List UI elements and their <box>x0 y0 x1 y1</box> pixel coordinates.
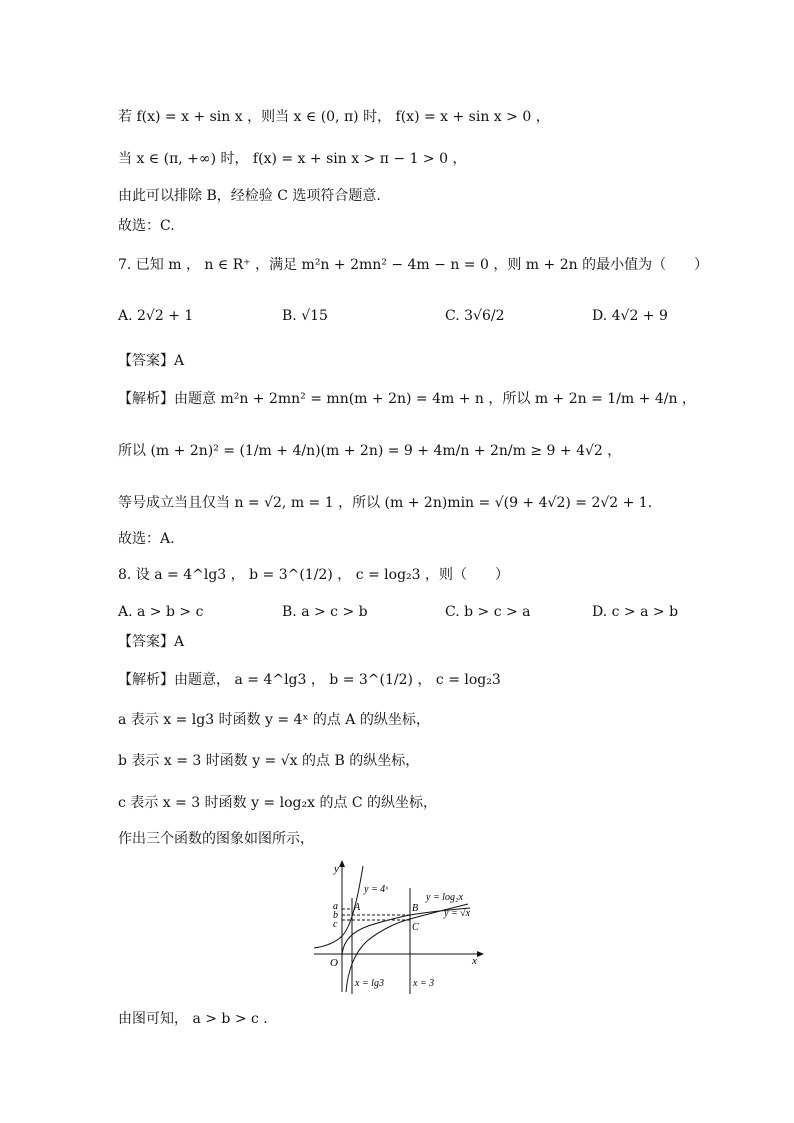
q7-option-a: A. 2√2 + 1 <box>118 308 194 324</box>
q8-option-a: A. a > b > c <box>118 604 204 620</box>
label-point-B: B <box>412 903 419 914</box>
x-axis-arrow <box>477 951 484 957</box>
label-y-axis: y <box>334 863 339 875</box>
text-line-2: 当 x ∈ (π, +∞) 时， f(x) = x + sin x > π − 1 > 0 ， <box>118 151 467 167</box>
y-axis-arrow <box>339 860 345 867</box>
label-b: b <box>333 910 338 921</box>
answer-7: 【答案】A <box>118 353 185 369</box>
solution-8-conclusion: 由图可知， a > b > c . <box>118 1011 268 1027</box>
label-curve-exponential: y = 4ˣ <box>364 884 389 895</box>
label-point-C: C <box>412 922 419 933</box>
q7-option-d: D. 4√2 + 9 <box>592 308 668 324</box>
question-7: 7. 已知 m ， n ∈ R⁺ ，满足 m²n + 2mn² − 4m − n = 0 ，则 m + 2n 的最小值为（ ） <box>118 257 709 273</box>
function-graph-figure <box>308 858 490 998</box>
label-line-x-lg3: x = lg3 <box>355 978 384 989</box>
q8-option-b: B. a > c > b <box>282 604 368 620</box>
label-point-A: A <box>354 902 361 913</box>
label-a: a <box>333 901 338 912</box>
q8-option-d: D. c > a > b <box>592 604 679 620</box>
solution-8-line-2: a 表示 x = lg3 时函数 y = 4ˣ 的点 A 的纵坐标， <box>118 712 430 728</box>
q7-option-c: C. 3√6/2 <box>445 308 505 324</box>
label-curve-logarithm: y = log₂x <box>426 892 463 903</box>
solution-7-line-3: 等号成立当且仅当 n = √2, m = 1 ，所以 (m + 2n)min = √(9 + 4√2) = 2√2 + 1. <box>118 495 653 511</box>
solution-8-line-3: b 表示 x = 3 时函数 y = √x 的点 B 的纵坐标， <box>118 753 420 769</box>
text-line-1: 若 f(x) = x + sin x ，则当 x ∈ (0, π) 时， f(x) = x + sin x > 0 ， <box>118 109 550 125</box>
label-curve-sqrt: y = √x <box>444 908 471 919</box>
label-origin: O <box>330 957 338 969</box>
solution-8-line-1: 【解析】由题意， a = 4^lg3 ， b = 3^(1/2) ， c = log₂3 <box>118 672 501 688</box>
solution-7-line-1: 【解析】由题意 m²n + 2mn² = mn(m + 2n) = 4m + n ，所以 m + 2n = 1/m + 4/n ， <box>118 391 696 407</box>
label-line-x-3: x = 3 <box>413 978 435 989</box>
q7-option-b: B. √15 <box>282 308 328 324</box>
solution-7-line-2: 所以 (m + 2n)² = (1/m + 4/n)(m + 2n) = 9 + 4m/n + 2n/m ≥ 9 + 4√2 ， <box>118 443 622 459</box>
q8-option-c: C. b > c > a <box>445 604 531 620</box>
text-line-3: 由此可以排除 B，经检验 C 选项符合题意. <box>118 188 381 204</box>
label-x-axis: x <box>472 955 477 967</box>
label-c: c <box>333 919 338 930</box>
text-line-4: 故选：C. <box>118 218 175 234</box>
solution-8-line-5: 作出三个函数的图象如图所示， <box>118 831 314 847</box>
question-8: 8. 设 a = 4^lg3 ， b = 3^(1/2) ， c = log₂3 ，则（ ） <box>118 567 510 583</box>
answer-8: 【答案】A <box>118 634 185 650</box>
solution-8-line-4: c 表示 x = 3 时函数 y = log₂x 的点 C 的纵坐标， <box>118 795 438 811</box>
solution-7-line-4: 故选：A. <box>118 531 175 547</box>
